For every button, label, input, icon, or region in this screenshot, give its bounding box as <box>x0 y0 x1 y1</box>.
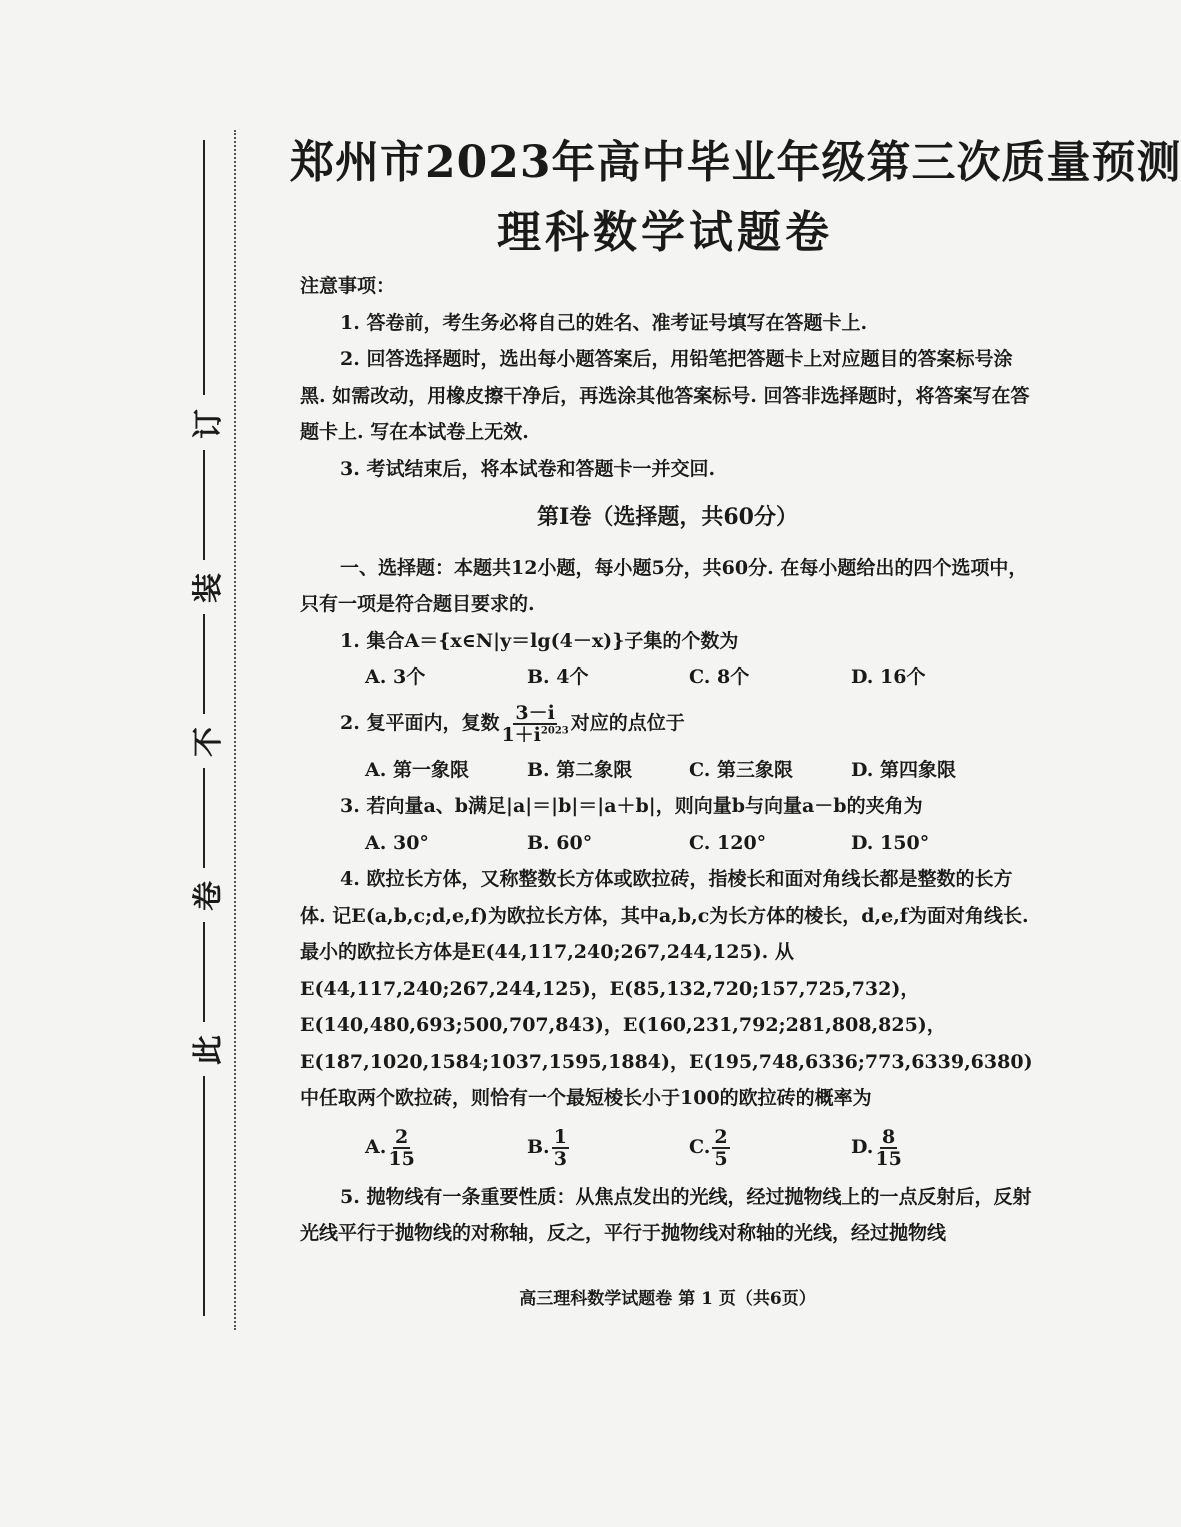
option-fraction <box>712 1127 729 1169</box>
question-3-options <box>300 825 1035 862</box>
section-intro: 一、选择题：本题共12小题，每小题5分，共60分. 在每小题给出的四个选项中，只有一项是符合题目要求的. <box>300 556 1028 615</box>
fraction-denominator: 3 <box>553 1147 567 1170</box>
option-b: B. 4个 <box>527 666 589 688</box>
notice-heading: 注意事项： <box>300 275 396 297</box>
question-4-stem: 4. 欧拉长方体，又称整数长方体或欧拉砖，指棱长和面对角线长都是整数的长方体. 记E(a,b,c;d,e,f)为欧拉长方体，其中a,b,c为长方体的棱长，d,e,f为面对角线长. 最小的欧拉长方体是E(44,117,240;267,244,125). 从E(44,117,240;267,244,125)，E(85,132,720;157,725,732)，E(140,480,693;500,707,843)，E(160,231,792;281,808,825)，E(187,1020,1584;1037,1595,1884)，E(195,748,6336;773,6339,6380)中任取两个欧拉砖，则恰有一个最短棱长小于100的欧拉砖的概率为 <box>300 868 1033 1109</box>
binding-line <box>203 1076 205 1316</box>
option-d: D. 16个 <box>851 666 926 688</box>
option-b <box>527 1127 689 1169</box>
q2-stem-before: 2. 复平面内，复数 <box>340 712 500 735</box>
binding-char: 订 <box>191 409 226 439</box>
fraction-denominator: 5 <box>714 1147 728 1170</box>
question-2-stem <box>300 696 1035 752</box>
q2-fraction-denominator <box>501 725 568 745</box>
option-b: B. 60° <box>527 831 593 854</box>
option-c: C. 第三象限 <box>689 758 794 781</box>
fraction-denominator: 15 <box>388 1147 415 1170</box>
binding-dotted-line <box>234 130 236 1330</box>
q2-den-base: 1＋i <box>501 723 541 746</box>
binding-char: 装 <box>191 573 226 603</box>
q2-fraction-numerator: 3－i <box>515 701 555 724</box>
option-c: C. 120° <box>689 831 767 854</box>
option-fraction <box>875 1127 901 1169</box>
question-3-stem: 3. 若向量a、b满足|a|＝|b|＝|a＋b|，则向量b与向量a－b的夹角为 <box>340 795 923 817</box>
binding-line <box>203 450 205 560</box>
page-footer: 高三理科数学试题卷 第 1 页（共6页） <box>519 1289 816 1309</box>
q2-stem-after: 对应的点位于 <box>570 712 685 735</box>
option-label: C. <box>689 1136 711 1159</box>
binding-char: 不 <box>191 727 226 757</box>
question-5-stem: 5. 抛物线有一条重要性质：从焦点发出的光线，经过抛物线上的一点反射后，反射光线平行于抛物线的对称轴，反之，平行于抛物线对称轴的光线，经过抛物线 <box>300 1185 1032 1244</box>
page-title: 郑州市2023年高中毕业年级第三次质量预测 <box>290 137 1181 188</box>
option-b: B. 第二象限 <box>527 758 633 781</box>
fraction-numerator: 2 <box>714 1125 728 1148</box>
option-a: A. 3个 <box>365 666 426 688</box>
question-1-stem: 1. 集合A＝{x∈N|y＝lg(4－x)}子集的个数为 <box>340 629 739 652</box>
option-label: A. <box>365 1136 387 1159</box>
notice-item: 3. 考试结束后，将本试卷和答题卡一并交回. <box>340 457 716 480</box>
option-a: A. 第一象限 <box>365 758 469 781</box>
option-fraction <box>552 1127 569 1169</box>
question-1-options <box>300 659 1035 696</box>
binding-margin <box>150 130 240 1330</box>
option-d: D. 第四象限 <box>851 758 957 781</box>
notice-item: 1. 答卷前，考生务必将自己的姓名、准考证号填写在答题卡上. <box>340 311 868 334</box>
option-d: D. 150° <box>851 831 930 854</box>
binding-line <box>203 140 205 395</box>
fraction-numerator: 2 <box>394 1125 409 1148</box>
option-a <box>365 1127 527 1169</box>
question-2-options <box>300 752 1035 789</box>
fraction-numerator: 8 <box>882 1125 896 1148</box>
question-4-options <box>300 1117 1035 1179</box>
binding-char: 此 <box>191 1035 226 1065</box>
option-fraction <box>388 1127 414 1169</box>
exam-content <box>300 268 1035 1252</box>
q2-fraction <box>501 703 568 745</box>
binding-line <box>203 614 205 714</box>
fraction-numerator: 1 <box>553 1125 567 1148</box>
fraction-denominator: 15 <box>875 1147 902 1170</box>
binding-char: 卷 <box>191 881 226 911</box>
option-c: C. 8个 <box>689 666 750 688</box>
notice-item: 2. 回答选择题时，选出每小题答案后，用铅笔把答题卡上对应题目的答案标号涂黑. 如需改动，用橡皮擦干净后，再选涂其他答案标号. 回答非选择题时，将答案写在答题卡上. 写在本试卷上无效. <box>300 348 1030 443</box>
option-d <box>851 1127 1013 1169</box>
section-header: 第Ⅰ卷（选择题，共60分） <box>537 504 798 530</box>
option-a: A. 30° <box>365 831 429 854</box>
option-c <box>689 1127 851 1169</box>
option-label: B. <box>527 1136 550 1159</box>
binding-line <box>203 768 205 868</box>
option-label: D. <box>851 1136 874 1159</box>
page-subtitle: 理科数学试题卷 <box>497 207 833 258</box>
q2-den-exponent: 2023 <box>540 725 569 737</box>
binding-line <box>203 922 205 1022</box>
